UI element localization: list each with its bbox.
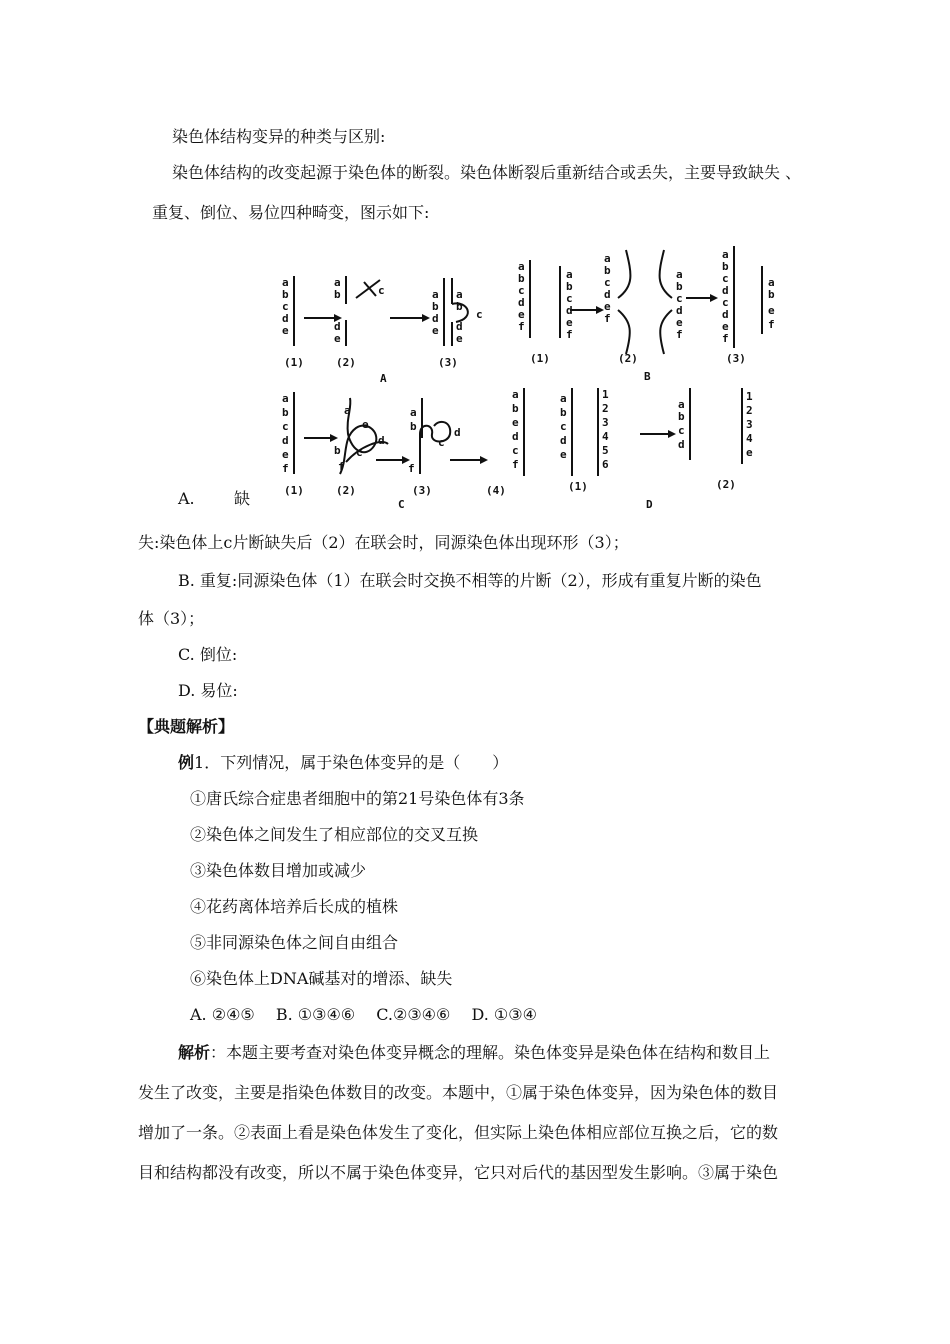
svg-text:e: e <box>334 332 341 345</box>
svg-text:e: e <box>518 308 525 321</box>
svg-text:a: a <box>456 288 463 301</box>
svg-text:a: a <box>768 276 775 289</box>
svg-text:f: f <box>282 462 289 475</box>
answer-choices: A. ②④⑤ B. ①③④⑥ C.②③④⑥ D. ①③④ <box>190 1005 537 1024</box>
svg-text:e: e <box>512 416 519 429</box>
svg-text:2: 2 <box>746 404 753 417</box>
svg-text:d: d <box>722 284 729 297</box>
type-a-label: A. <box>178 489 195 508</box>
svg-text:(2): (2) <box>618 352 638 365</box>
svg-text:f: f <box>676 328 683 341</box>
svg-text:e: e <box>456 332 463 345</box>
svg-text:4: 4 <box>602 430 609 443</box>
svg-text:a: a <box>334 276 341 289</box>
svg-text:(3): (3) <box>438 356 458 369</box>
option-3: ③染色体数目增加或减少 <box>190 861 367 880</box>
analysis-line4: 目和结构都没有改变，所以不属于染色体变异，它只对后代的基因型发生影响。③属于染色 <box>138 1163 779 1182</box>
svg-text:a: a <box>344 404 351 417</box>
svg-text:f: f <box>604 312 611 325</box>
analysis-line3: 增加了一条。②表面上看是染色体发生了变化，但实际上染色体相应部位互换之后，它的数 <box>138 1123 779 1142</box>
svg-text:b: b <box>282 288 289 301</box>
svg-text:d: d <box>676 304 683 317</box>
svg-text:1: 1 <box>602 388 609 401</box>
example-label: 例 <box>178 753 195 772</box>
option-1: ①唐氏综合症患者细胞中的第21号染色体有3条 <box>190 789 525 808</box>
svg-text:e: e <box>676 316 683 329</box>
svg-text:e: e <box>566 316 573 329</box>
svg-text:A: A <box>380 372 387 385</box>
svg-text:f: f <box>768 318 775 331</box>
svg-text:b: b <box>334 444 341 457</box>
svg-text:e: e <box>432 324 439 337</box>
svg-text:C: C <box>398 498 405 508</box>
svg-text:a: a <box>518 260 525 273</box>
example-question-line <box>178 752 508 774</box>
svg-text:(4): (4) <box>486 484 506 497</box>
svg-text:b: b <box>566 280 573 293</box>
svg-text:c: c <box>676 292 683 305</box>
option-2: ②染色体之间发生了相应部位的交叉互换 <box>190 825 479 844</box>
svg-text:2: 2 <box>602 402 609 415</box>
svg-text:b: b <box>518 272 525 285</box>
svg-text:(3): (3) <box>726 352 746 365</box>
option-4: ④花药离体培养后长成的植株 <box>190 897 399 916</box>
option-6: ⑥染色体上DNA碱基对的增添、缺失 <box>190 969 453 988</box>
svg-text:d: d <box>560 434 567 447</box>
svg-text:a: a <box>560 392 567 405</box>
svg-text:d: d <box>678 438 685 451</box>
svg-text:d: d <box>378 434 385 447</box>
svg-text:f: f <box>512 458 519 471</box>
type-b-line2: 体（3）； <box>138 609 205 628</box>
type-a-head: 缺 <box>234 489 251 508</box>
svg-text:3: 3 <box>602 416 609 429</box>
svg-text:b: b <box>560 406 567 419</box>
svg-text:5: 5 <box>602 444 609 457</box>
type-c-text: C. 倒位: <box>178 645 238 664</box>
example-question: 1．下列情况，属于染色体变异的是（ ） <box>194 753 509 772</box>
svg-text:e: e <box>282 448 289 461</box>
svg-text:d: d <box>282 434 289 447</box>
type-b-line1: B. 重复:同源染色体（1）在联会时交换不相等的片断（2），形成有重复片断的染色 <box>178 571 762 590</box>
svg-text:c: c <box>512 444 519 457</box>
type-a-text: 失:染色体上c片断缺失后（2）在联会时，同源染色体出现环形（3）； <box>138 533 629 552</box>
svg-text:e: e <box>362 418 369 431</box>
svg-text:a: a <box>722 248 729 261</box>
svg-text:c: c <box>282 300 289 313</box>
svg-text:e: e <box>768 304 775 317</box>
svg-text:c: c <box>722 296 729 309</box>
svg-text:(1): (1) <box>568 480 588 493</box>
svg-text:f: f <box>408 462 415 475</box>
svg-text:a: a <box>410 406 417 419</box>
svg-text:d: d <box>282 312 289 325</box>
svg-text:d: d <box>334 320 341 333</box>
analysis-line1 <box>178 1042 770 1064</box>
svg-text:a: a <box>604 252 611 265</box>
svg-text:(2): (2) <box>336 484 356 497</box>
svg-text:b: b <box>512 402 519 415</box>
option-5: ⑤非同源染色体之间自由组合 <box>190 933 399 952</box>
svg-text:d: d <box>566 304 573 317</box>
svg-text:c: c <box>356 446 363 459</box>
svg-text:b: b <box>604 264 611 277</box>
svg-text:d: d <box>512 430 519 443</box>
svg-text:a: a <box>676 268 683 281</box>
intro-title: 染色体结构变异的种类与区别: <box>172 127 386 146</box>
svg-text:d: d <box>456 320 463 333</box>
section-heading: 【典题解析】 <box>138 717 235 736</box>
type-d-text: D. 易位: <box>178 681 238 700</box>
analysis-line1-text: ：本题主要考查对染色体变异概念的理解。染色体变异是染色体在结构和数目上 <box>210 1043 771 1062</box>
svg-text:b: b <box>334 288 341 301</box>
svg-text:c: c <box>378 284 385 297</box>
svg-text:(1): (1) <box>284 484 304 497</box>
svg-text:6: 6 <box>602 458 609 471</box>
svg-text:f: f <box>518 320 525 333</box>
svg-text:a: a <box>282 392 289 405</box>
svg-text:a: a <box>512 388 519 401</box>
svg-text:b: b <box>282 406 289 419</box>
svg-text:c: c <box>476 308 483 321</box>
svg-text:d: d <box>454 426 461 439</box>
svg-text:b: b <box>456 300 463 313</box>
svg-text:b: b <box>410 420 417 433</box>
svg-text:b: b <box>768 288 775 301</box>
svg-text:(2): (2) <box>336 356 356 369</box>
svg-text:a: a <box>432 288 439 301</box>
chromosome-variation-figure <box>272 238 792 508</box>
svg-text:e: e <box>560 448 567 461</box>
svg-text:B: B <box>644 370 651 383</box>
analysis-label: 解析 <box>178 1043 211 1062</box>
svg-text:c: c <box>722 272 729 285</box>
svg-text:f: f <box>566 328 573 341</box>
svg-text:a: a <box>282 276 289 289</box>
svg-text:c: c <box>282 420 289 433</box>
intro-para-line1: 染色体结构的改变起源于染色体的断裂。染色体断裂后重新结合或丢失，主要导致缺失 、 <box>172 163 802 182</box>
svg-text:c: c <box>678 424 685 437</box>
svg-text:(1): (1) <box>530 352 550 365</box>
svg-text:c: c <box>518 284 525 297</box>
svg-text:b: b <box>678 410 685 423</box>
svg-text:d: d <box>604 288 611 301</box>
svg-text:e: e <box>746 446 753 459</box>
svg-text:a: a <box>678 398 685 411</box>
svg-text:(1): (1) <box>284 356 304 369</box>
svg-text:e: e <box>282 324 289 337</box>
svg-text:e: e <box>604 300 611 313</box>
svg-text:c: c <box>438 436 445 449</box>
svg-text:b: b <box>676 280 683 293</box>
svg-text:d: d <box>518 296 525 309</box>
svg-text:c: c <box>560 420 567 433</box>
svg-text:(2): (2) <box>716 478 736 491</box>
svg-text:f: f <box>722 332 729 345</box>
intro-para-line2: 重复、倒位、易位四种畸变，图示如下: <box>152 203 430 222</box>
svg-text:a: a <box>566 268 573 281</box>
svg-text:4: 4 <box>746 432 753 445</box>
svg-text:c: c <box>566 292 573 305</box>
svg-text:e: e <box>722 320 729 333</box>
svg-text:d: d <box>722 308 729 321</box>
svg-text:b: b <box>432 300 439 313</box>
svg-text:D: D <box>646 498 653 508</box>
svg-text:f: f <box>338 460 345 473</box>
svg-text:3: 3 <box>746 418 753 431</box>
svg-text:(3): (3) <box>412 484 432 497</box>
svg-text:1: 1 <box>746 390 753 403</box>
svg-text:d: d <box>432 312 439 325</box>
analysis-line2: 发生了改变，主要是指染色体数目的改变。本题中，①属于染色体变异，因为染色体的数目 <box>138 1083 779 1102</box>
svg-text:b: b <box>722 260 729 273</box>
svg-text:c: c <box>604 276 611 289</box>
